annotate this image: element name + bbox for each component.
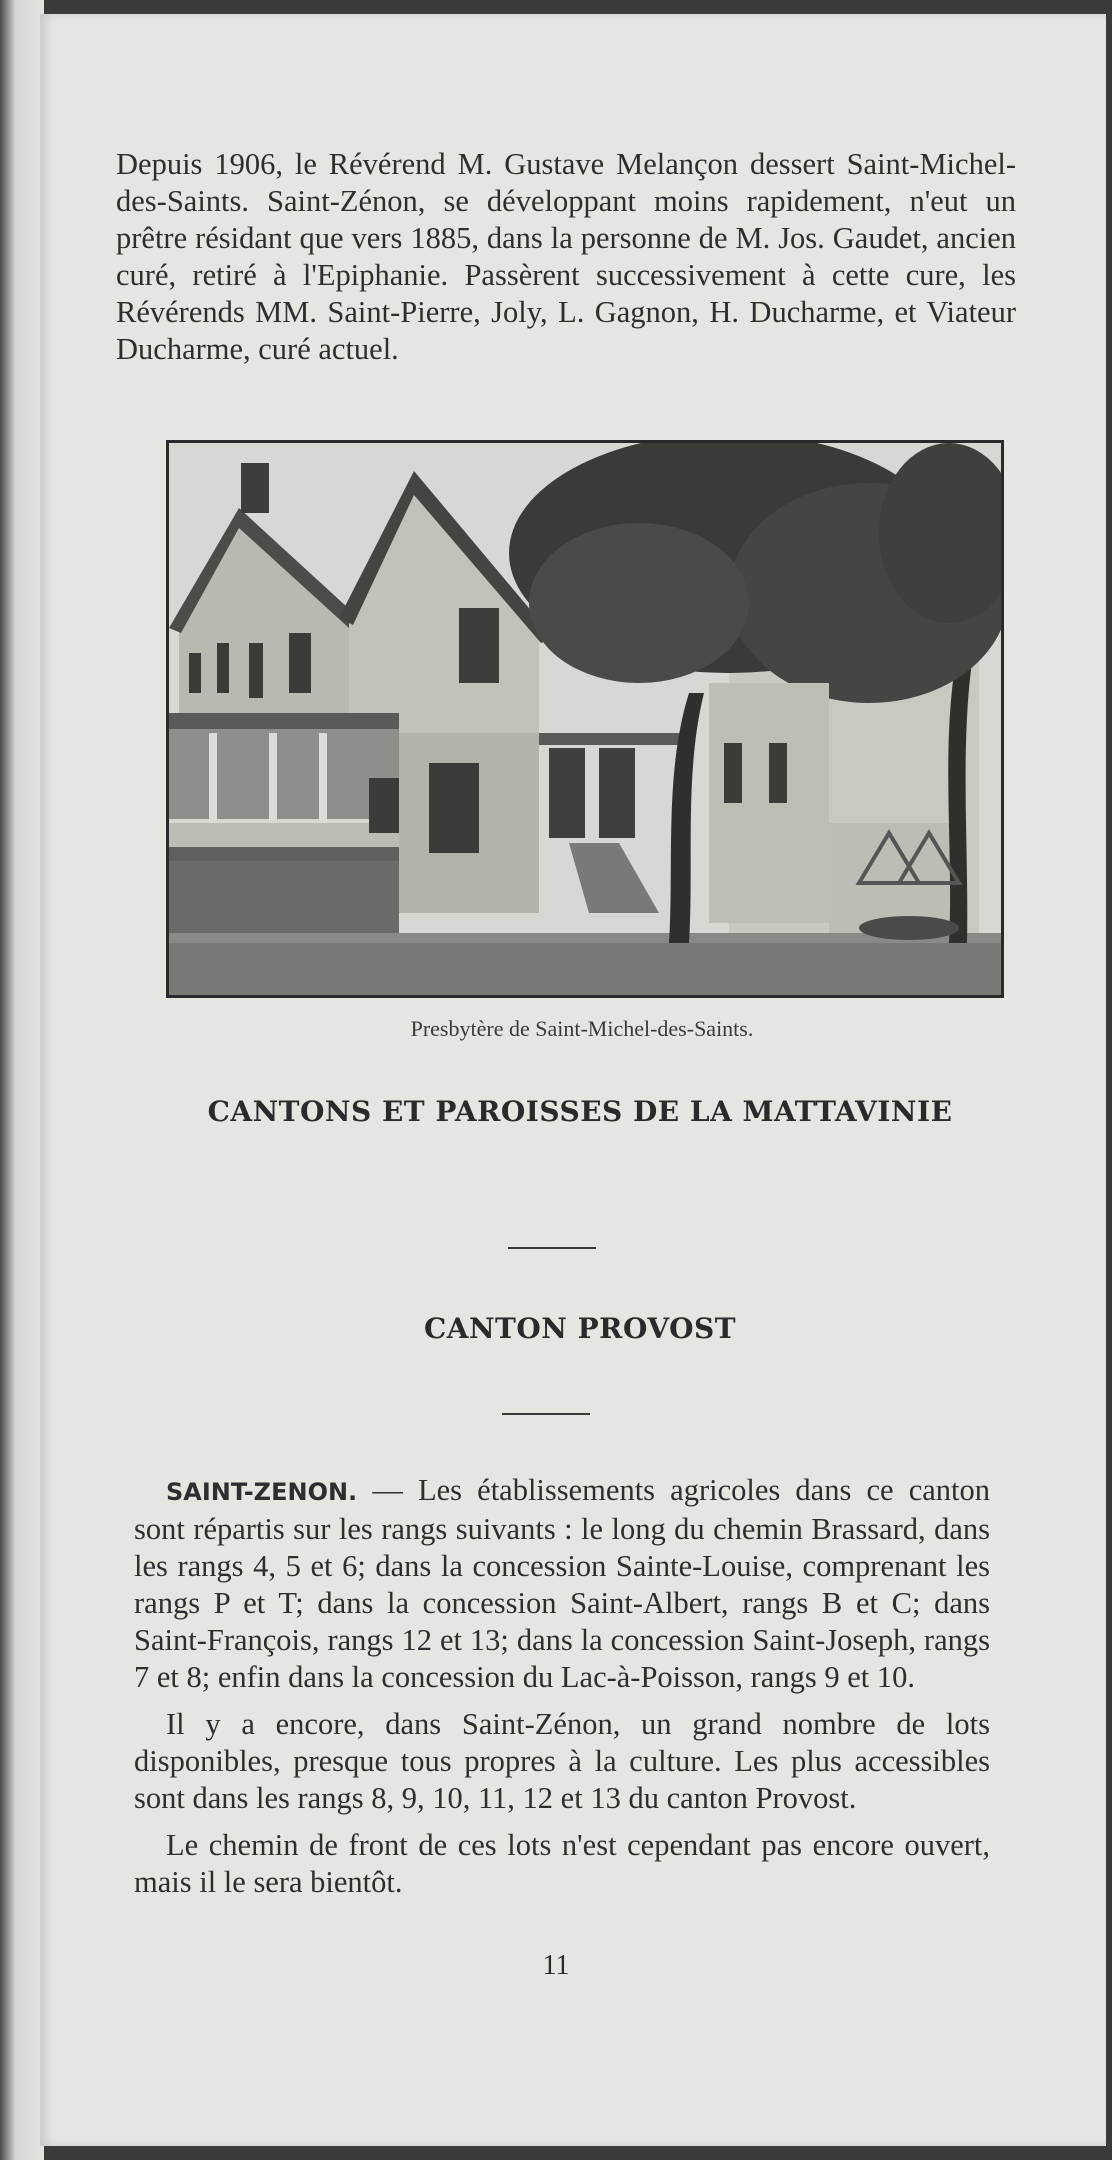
paragraph-lots: Il y a encore, dans Saint-Zénon, un grand nombre de lots disponibles, presque tous propres à la culture. Les plus accessibles sont dans les rangs 8, 9, 10, 11, 12 et 13 du canton Provost.	[134, 1707, 990, 1815]
lead-term: SAINT-ZENON.	[166, 1478, 358, 1506]
paragraph-road: Le chemin de front de ces lots n'est cependant pas encore ouvert, mais il le sera bientôt.	[134, 1828, 990, 1899]
page-number: 11	[542, 1950, 570, 1981]
intro-paragraph: Depuis 1906, le Révérend M. Gustave Melançon dessert Saint-Michel-des-Saints. Saint-Zénon, se développant moins rapidement, n'eut un prêtre résidant que vers 1885, dans la personne de M. Jos. Gaudet, ancien curé, retiré à l'Epiphanie. Passèrent successivement à cette cure, les Révérends MM. Saint-Pierre, Joly, L. Gagnon, H. Ducharme, et Viateur Ducharme, curé actuel.	[116, 147, 1016, 366]
body-text	[134, 1472, 990, 1911]
book-spine	[0, 0, 44, 2160]
photo-caption: Presbytère de Saint-Michel-des-Saints.	[410, 1016, 754, 1041]
paragraph-saint-zenon	[134, 1472, 990, 1696]
divider-rule	[508, 1247, 596, 1249]
paragraph-text: — Les établissements agricoles dans ce canton sont répartis sur les rangs suivants : le long du chemin Brassard, dans les rangs 4, 5 et 6; dans la concession Sainte-Louise, comprenant les rangs P et T; dans la concession Saint-Albert, rangs B et C; dans Saint-François, rangs 12 et 13; dans la concession Saint-Joseph, rangs 7 et 8; enfin dans la concession du Lac-à-Poisson, rangs 9 et 10.	[134, 1473, 990, 1694]
section-heading-canton-provost: CANTON PROVOST	[423, 1312, 737, 1345]
section-heading-cantons: CANTONS ET PAROISSES DE LA MATTAVINIE	[207, 1095, 953, 1128]
presbytery-photo	[166, 440, 1004, 998]
divider-rule	[502, 1413, 590, 1415]
